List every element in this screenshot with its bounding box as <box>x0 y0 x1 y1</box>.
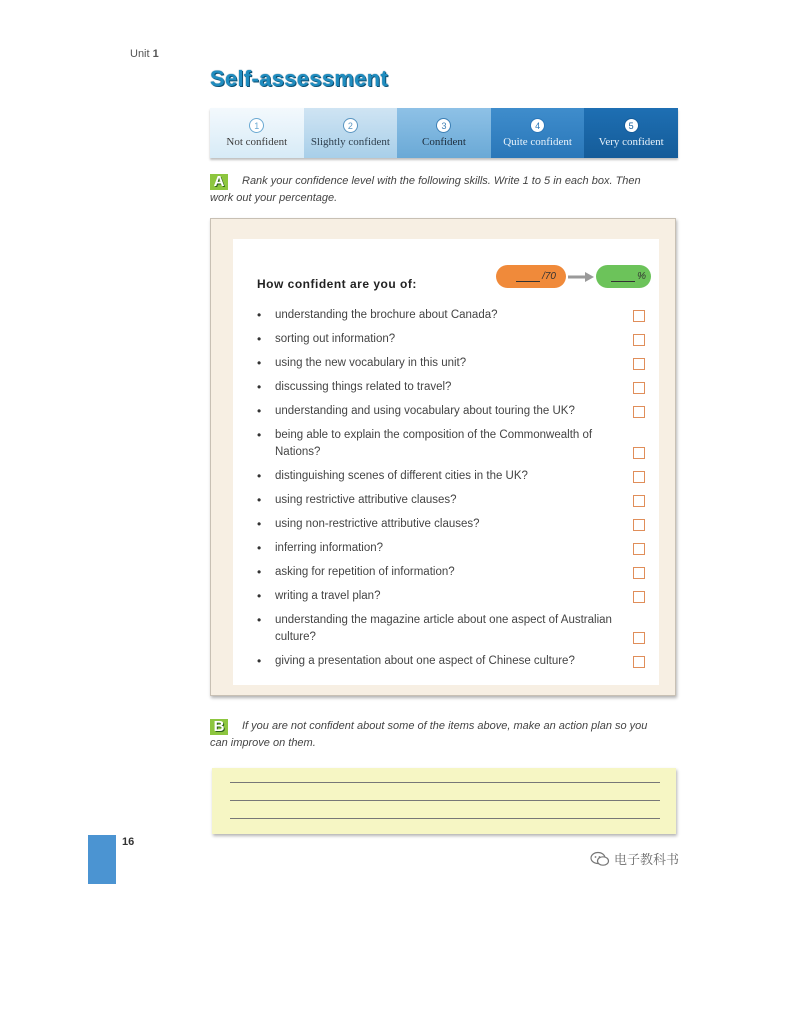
checklist-card <box>233 239 659 685</box>
scale-level-3 <box>397 108 491 158</box>
chat-bubble-icon <box>590 851 610 867</box>
list-item <box>255 355 645 372</box>
unit-label <box>130 48 159 60</box>
skill-text: discussing things related to travel? <box>275 381 452 393</box>
section-b-instruction <box>210 718 665 751</box>
confidence-scale <box>210 108 678 158</box>
rating-box[interactable] <box>633 567 645 579</box>
skill-text: giving a presentation about one aspect of Chinese culture? <box>275 655 575 667</box>
page-title: Self-assessment <box>210 66 389 91</box>
list-item <box>255 564 645 581</box>
skill-text: inferring information? <box>275 542 384 554</box>
action-plan-area[interactable] <box>212 768 676 834</box>
page-number: 16 <box>122 836 135 848</box>
checklist-panel <box>210 218 676 696</box>
section-a-text: Rank your confidence level with the following skills. Write 1 to 5 in each box. Then work out your percentage. <box>210 175 641 204</box>
percentage-blank <box>611 272 635 282</box>
rating-box[interactable] <box>633 447 645 459</box>
skill-text: using non-restrictive attributive clauses? <box>275 518 480 530</box>
scale-level-4 <box>491 108 585 158</box>
percentage-field[interactable] <box>596 265 651 288</box>
scale-level-2 <box>304 108 398 158</box>
rating-box[interactable] <box>633 310 645 322</box>
watermark-text: 电子教科书 <box>614 852 680 867</box>
rating-box[interactable] <box>633 632 645 644</box>
skill-text: being able to explain the composition of the Commonwealth of Nations? <box>275 429 593 458</box>
unit-number: 1 <box>152 48 159 60</box>
scale-level-5 <box>584 108 678 158</box>
list-item <box>255 612 645 646</box>
list-item <box>255 588 645 605</box>
watermark <box>590 849 679 868</box>
scale-number: 2 <box>343 118 358 133</box>
list-item <box>255 653 645 670</box>
section-b-letter: B <box>210 719 228 735</box>
arrow-right-icon <box>567 271 595 283</box>
percent-sign: % <box>637 271 646 282</box>
list-item <box>255 516 645 533</box>
section-b-text: If you are not confident about some of the items above, make an action plan so you can improve on them. <box>210 720 648 749</box>
writing-line <box>230 800 660 801</box>
scale-label: Very confident <box>598 136 664 148</box>
writing-line <box>230 818 660 819</box>
list-item <box>255 379 645 396</box>
skill-list <box>255 307 645 677</box>
score-blank <box>516 272 540 282</box>
score-total: /70 <box>542 271 556 282</box>
scale-number: 1 <box>249 118 264 133</box>
section-a-letter: A <box>210 174 228 190</box>
scale-label: Quite confident <box>503 136 572 148</box>
rating-box[interactable] <box>633 382 645 394</box>
section-a-instruction <box>210 173 665 206</box>
scale-label: Confident <box>421 136 466 148</box>
list-item <box>255 403 645 420</box>
list-item <box>255 331 645 348</box>
skill-text: distinguishing scenes of different cities in the UK? <box>275 470 528 482</box>
rating-box[interactable] <box>633 495 645 507</box>
rating-box[interactable] <box>633 591 645 603</box>
rating-box[interactable] <box>633 656 645 668</box>
rating-box[interactable] <box>633 358 645 370</box>
scale-level-1 <box>210 108 304 158</box>
list-item <box>255 468 645 485</box>
skill-text: using restrictive attributive clauses? <box>275 494 457 506</box>
skill-text: understanding the magazine article about one aspect of Australian culture? <box>275 614 612 643</box>
skill-text: writing a travel plan? <box>275 590 381 602</box>
skill-text: sorting out information? <box>275 333 396 345</box>
score-total-field[interactable] <box>496 265 566 288</box>
rating-box[interactable] <box>633 334 645 346</box>
checklist-heading: How confident are you of: <box>257 277 417 291</box>
scale-number: 3 <box>436 118 451 133</box>
skill-text: using the new vocabulary in this unit? <box>275 357 467 369</box>
rating-box[interactable] <box>633 543 645 555</box>
skill-text: understanding the brochure about Canada? <box>275 309 498 321</box>
page-tab <box>88 835 116 884</box>
scale-number: 5 <box>624 118 639 133</box>
list-item <box>255 540 645 557</box>
list-item <box>255 307 645 324</box>
list-item <box>255 492 645 509</box>
unit-prefix: Unit <box>130 48 150 60</box>
rating-box[interactable] <box>633 519 645 531</box>
rating-box[interactable] <box>633 471 645 483</box>
scale-number: 4 <box>530 118 545 133</box>
writing-line <box>230 782 660 783</box>
scale-label: Slightly confident <box>310 136 390 148</box>
scale-label: Not confident <box>226 136 288 148</box>
skill-text: asking for repetition of information? <box>275 566 455 578</box>
rating-box[interactable] <box>633 406 645 418</box>
skill-text: understanding and using vocabulary about touring the UK? <box>275 405 575 417</box>
list-item <box>255 427 645 461</box>
